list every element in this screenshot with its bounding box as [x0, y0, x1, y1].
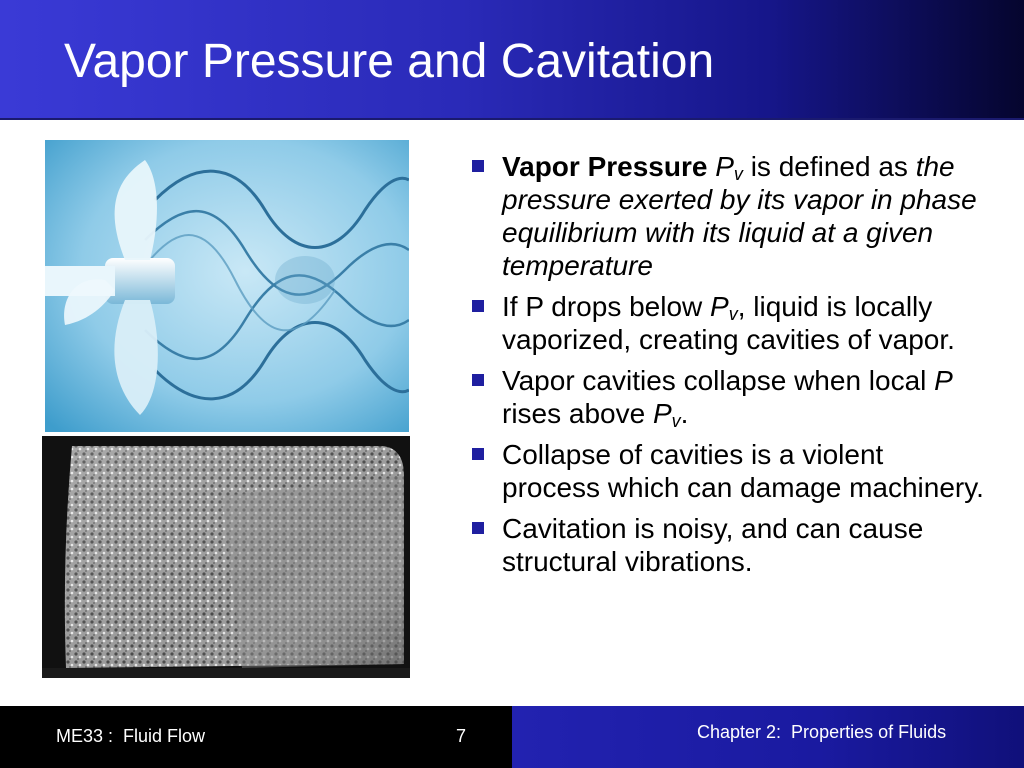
definition-lead: is defined as: [742, 151, 916, 182]
bullet-pressure-drop: [466, 290, 986, 356]
symbol-p: P: [715, 151, 734, 182]
square-bullet-icon: [472, 522, 484, 534]
bullet-violent-collapse: [466, 438, 986, 504]
bullet-vapor-pressure-definition: [466, 150, 986, 282]
definition-text: the pressure exerted by its vapor in phase equilibrium with its liquid at a given temperature: [502, 151, 977, 281]
propeller-cavitation-image: [45, 140, 409, 432]
square-bullet-icon: [472, 160, 484, 172]
bullet-text-middle: rises above: [502, 398, 653, 429]
bullet-text-start: If P drops below: [502, 291, 711, 322]
symbol-p: P: [710, 291, 729, 322]
subscript-v: v: [671, 411, 681, 431]
term-vapor-pressure: Vapor Pressure: [502, 151, 708, 182]
bullet-list: [466, 150, 986, 586]
subscript-v: v: [728, 304, 738, 324]
propeller-cavitation-drawing: [45, 140, 409, 432]
slide-title: Vapor Pressure and Cavitation: [64, 35, 715, 88]
bullet-text: Collapse of cavities is a violent process which can damage machinery.: [502, 439, 984, 503]
footer-chapter-title: Chapter 2: Properties of Fluids: [697, 722, 947, 742]
square-bullet-icon: [472, 300, 484, 312]
subscript-v: v: [733, 164, 743, 184]
bullet-noise: [466, 512, 986, 578]
bullet-text-start: Vapor cavities collapse when local: [502, 365, 935, 396]
bullet-text: Cavitation is noisy, and can cause structural vibrations.: [502, 513, 924, 577]
footer-page-number: 7: [456, 726, 467, 746]
bullet-text-end: , liquid is locally vaporized, creating cavities of vapor.: [502, 291, 955, 355]
cavitation-damage-image: [42, 436, 410, 678]
title-bar: [0, 0, 1024, 120]
square-bullet-icon: [472, 448, 484, 460]
square-bullet-icon: [472, 374, 484, 386]
cavitation-damage-drawing: [42, 436, 410, 678]
symbol-p: P: [652, 398, 672, 429]
footer-course-name: ME33 : Fluid Flow: [56, 726, 206, 746]
symbol-p: P: [934, 365, 953, 396]
bullet-text-end: .: [680, 398, 689, 429]
bullet-cavity-collapse: [466, 364, 986, 430]
